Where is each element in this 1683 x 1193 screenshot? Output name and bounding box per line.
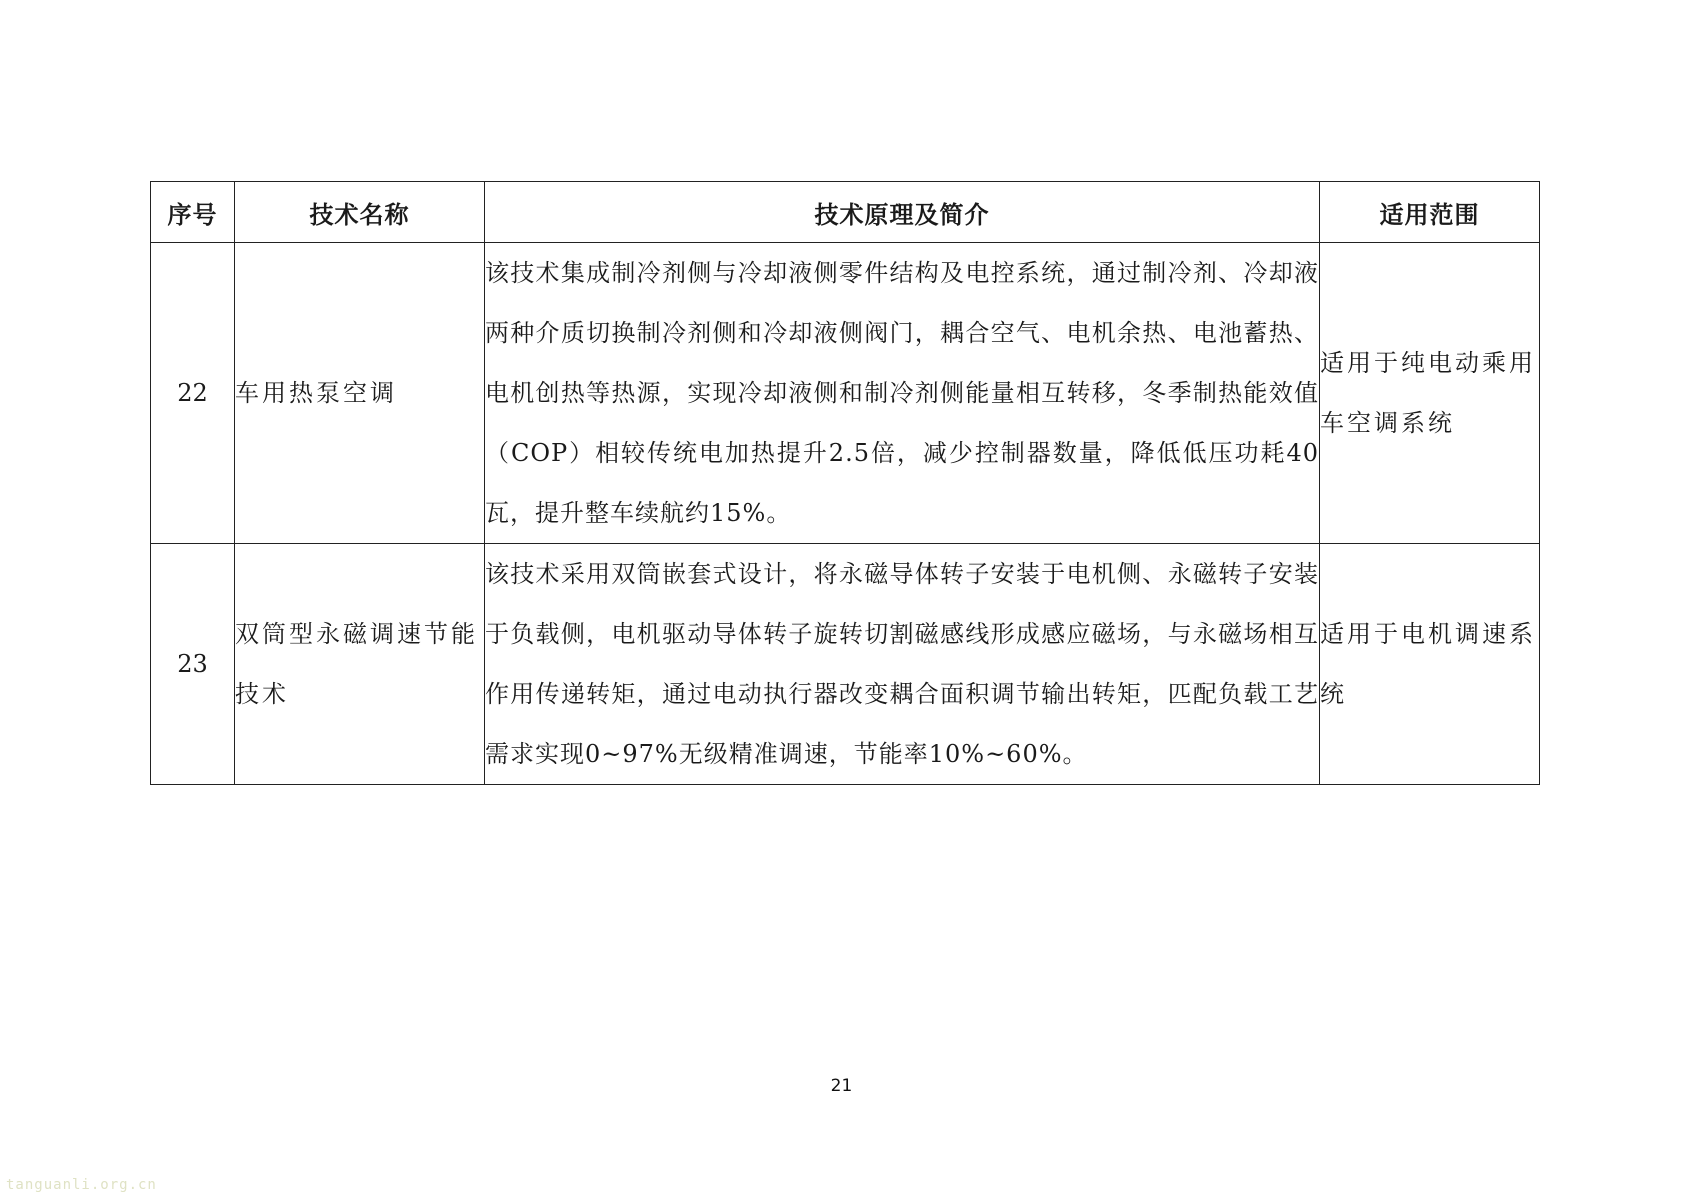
technology-description: 该技术采用双筒嵌套式设计，将永磁导体转子安装于电机侧、永磁转子安装于负载侧，电机驱动导体转子旋转切割磁感线形成感应磁场，与永磁场相互作用传递转矩，通过电动执行器改变耦合面积调节输出转矩，匹配负载工艺需求实现0~97%无级精准调速，节能率10%~60%。 — [485, 544, 1320, 785]
header-name: 技术名称 — [235, 182, 485, 243]
header-scope: 适用范围 — [1320, 182, 1540, 243]
page-number: 21 — [830, 1076, 853, 1096]
technology-name: 双筒型永磁调速节能技术 — [235, 544, 485, 785]
applicable-scope: 适用于电机调速系统 — [1320, 544, 1540, 785]
technology-table — [150, 181, 1540, 785]
row-number: 22 — [151, 243, 235, 544]
row-number: 23 — [151, 544, 235, 785]
technology-description: 该技术集成制冷剂侧与冷却液侧零件结构及电控系统，通过制冷剂、冷却液两种介质切换制冷剂侧和冷却液侧阀门，耦合空气、电机余热、电池蓄热、电机创热等热源，实现冷却液侧和制冷剂侧能量相互转移，冬季制热能效值（COP）相较传统电加热提升2.5倍，减少控制器数量，降低低压功耗40瓦，提升整车续航约15%。 — [485, 243, 1320, 544]
header-no: 序号 — [151, 182, 235, 243]
header-desc: 技术原理及简介 — [485, 182, 1320, 243]
table-row — [151, 243, 1540, 544]
watermark-text: tanguanli.org.cn — [6, 1177, 157, 1193]
table-header-row — [151, 182, 1540, 243]
table-row — [151, 544, 1540, 785]
applicable-scope: 适用于纯电动乘用车空调系统 — [1320, 243, 1540, 544]
technology-name: 车用热泵空调 — [235, 243, 485, 544]
